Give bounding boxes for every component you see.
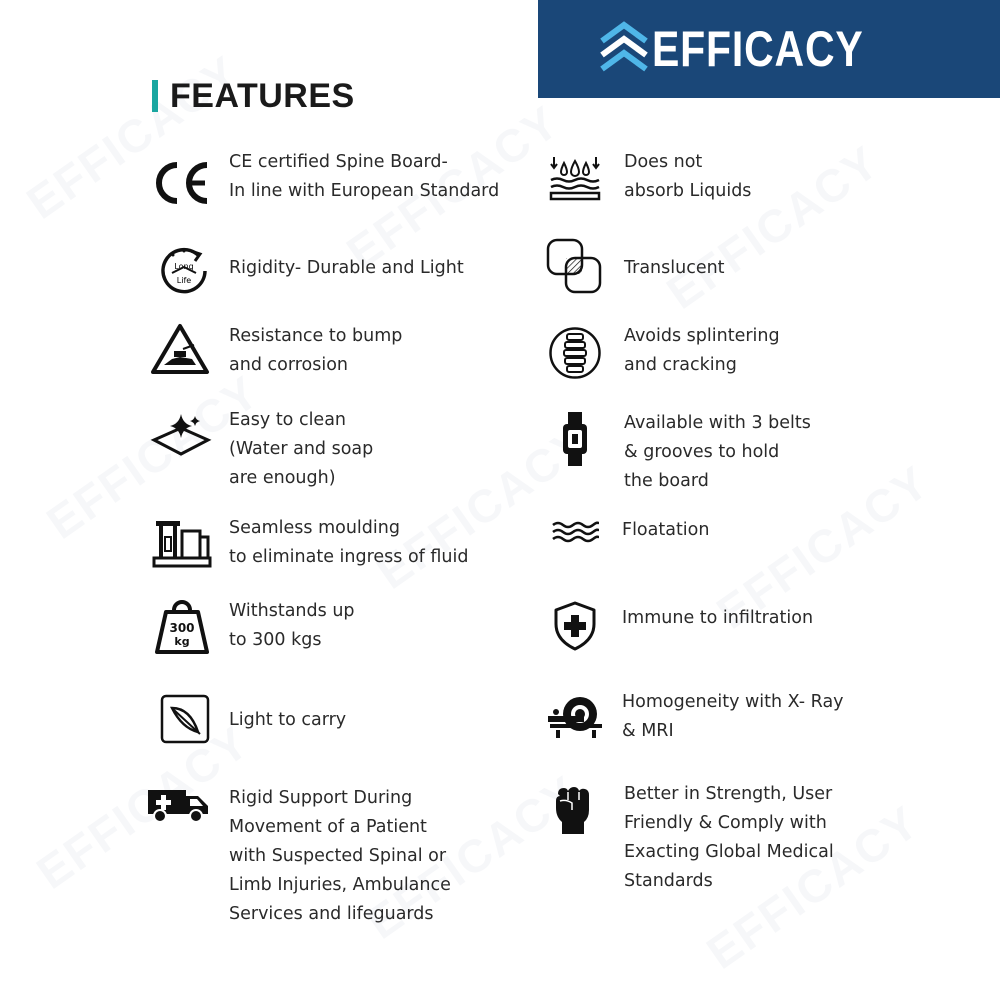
feature-label: Withstands up to 300 kgs bbox=[229, 601, 355, 650]
waves-icon bbox=[551, 519, 599, 545]
weight-number-text: 300 bbox=[169, 621, 195, 635]
feature-label: Homogeneity with X- Ray & MRI bbox=[622, 692, 844, 741]
weight-unit-text: kg bbox=[174, 635, 190, 648]
brand-banner bbox=[538, 0, 1000, 98]
watermark bbox=[27, 714, 259, 899]
feature-label: Does not absorb Liquids bbox=[624, 152, 752, 201]
feature-label: Easy to clean (Water and soap are enough) bbox=[229, 410, 374, 488]
page-title: FEATURES bbox=[170, 76, 355, 115]
mri-scanner-icon bbox=[546, 694, 604, 740]
shield-cross-icon bbox=[552, 600, 598, 652]
spine-icon bbox=[548, 326, 602, 380]
brand-name: EFFICACY bbox=[652, 21, 864, 77]
feature-label: CE certified Spine Board- In line with European Standard bbox=[229, 152, 500, 201]
sparkle-clean-icon bbox=[150, 410, 212, 460]
liquid-repellent-icon bbox=[548, 153, 602, 203]
feature-label: Available with 3 belts & grooves to hold the board bbox=[624, 413, 811, 491]
feature-label: Light to carry bbox=[229, 710, 347, 730]
moulding-machine-icon bbox=[152, 515, 212, 571]
translucent-icon bbox=[546, 238, 604, 294]
bump-warning-icon bbox=[150, 323, 210, 375]
watermark bbox=[17, 44, 249, 229]
features-heading bbox=[152, 78, 355, 114]
long-life-bottom-text: Life bbox=[176, 276, 192, 285]
ambulance-icon bbox=[146, 784, 210, 826]
feature-label: Better in Strength, User Friendly & Comply with Exacting Global Medical Standards bbox=[624, 784, 834, 891]
belt-buckle-icon bbox=[558, 410, 592, 468]
feature-label: Seamless moulding to eliminate ingress of fluid bbox=[229, 518, 469, 567]
feature-label: Translucent bbox=[624, 258, 725, 278]
heading-accent-bar bbox=[152, 80, 158, 112]
efficacy-logo-icon bbox=[598, 19, 650, 79]
feature-label: Avoids splintering and cracking bbox=[624, 326, 780, 375]
weight-icon bbox=[154, 598, 210, 656]
long-life-icon bbox=[158, 245, 210, 297]
ce-mark-icon bbox=[150, 158, 210, 208]
feather-icon bbox=[160, 694, 210, 744]
feature-label: Resistance to bump and corrosion bbox=[229, 326, 403, 375]
fist-icon bbox=[552, 784, 594, 836]
feature-label: Rigidity- Durable and Light bbox=[229, 258, 464, 278]
feature-label: Immune to infiltration bbox=[622, 608, 814, 628]
feature-label: Floatation bbox=[622, 520, 710, 540]
feature-label: Rigid Support During Movement of a Patient with Suspected Spinal or Limb Injuries, Ambulance Services and lifeguards bbox=[229, 788, 451, 924]
long-life-top-text: Long bbox=[174, 262, 194, 271]
